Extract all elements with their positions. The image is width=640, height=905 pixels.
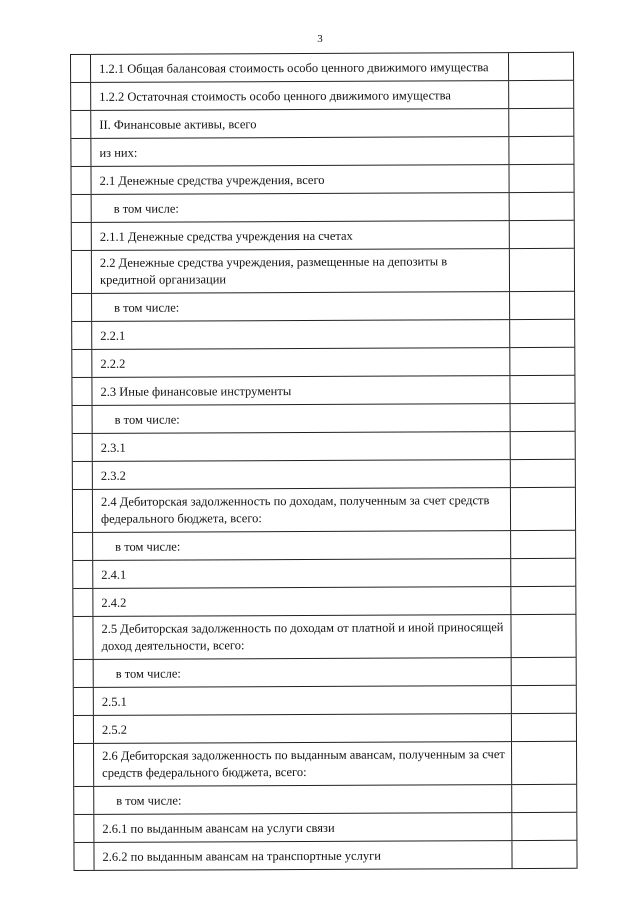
- row-value-cell: [512, 742, 576, 784]
- row-label-cell: из них:: [91, 137, 509, 166]
- row-label-cell: 2.2.2: [92, 348, 510, 377]
- row-value-cell: [512, 785, 576, 812]
- row-label-cell: 2.6.1 по выданным авансам на услуги связи: [94, 813, 512, 842]
- row-number-cell: [72, 223, 92, 250]
- row-number-cell: [74, 787, 94, 814]
- row-label-cell: II. Финансовые активы, всего: [91, 109, 509, 138]
- row-label-cell: 2.2.1: [92, 320, 510, 349]
- row-number-cell: [71, 55, 91, 82]
- row-value-cell: [511, 615, 575, 657]
- row-value-cell: [511, 404, 575, 431]
- row-label-cell: 2.1.1 Денежные средства учреждения на счетах: [92, 221, 510, 250]
- table-row: [73, 460, 575, 490]
- row-label-cell: 2.4 Дебиторская задолженность по доходам, полученным за счет средств федерального бюджета, всего:: [93, 488, 511, 532]
- row-label-cell: 2.5 Дебиторская задолженность по доходам от платной и иной приносящей доход деятельности, всего:: [93, 615, 511, 659]
- table-row: [72, 376, 574, 406]
- row-value-cell: [511, 488, 575, 530]
- row-number-cell: [73, 561, 93, 588]
- table-row: [73, 615, 575, 660]
- row-value-cell: [511, 432, 575, 459]
- row-value-cell: [510, 249, 574, 291]
- row-label-cell: 2.4.1: [93, 559, 511, 588]
- row-number-cell: [74, 688, 94, 715]
- row-number-cell: [74, 660, 94, 687]
- table-row: [74, 686, 576, 716]
- row-label-cell: 1.2.1 Общая балансовая стоимость особо ценного движимого имущества: [91, 53, 509, 82]
- table-row: [73, 559, 575, 589]
- row-label-cell: в том числе:: [92, 292, 510, 321]
- row-value-cell: [512, 813, 576, 840]
- table-row: [73, 404, 575, 434]
- row-number-cell: [73, 617, 93, 659]
- row-number-cell: [72, 195, 92, 222]
- row-label-cell: в том числе:: [94, 785, 512, 814]
- row-label-cell: в том числе:: [92, 193, 510, 222]
- row-number-cell: [71, 111, 91, 138]
- table-row: [71, 137, 573, 167]
- row-value-cell: [511, 531, 575, 558]
- table-row: [71, 165, 573, 195]
- row-value-cell: [510, 221, 574, 248]
- row-number-cell: [71, 167, 91, 194]
- row-number-cell: [73, 434, 93, 461]
- row-label-cell: 2.2 Денежные средства учреждения, размещенные на депозиты в кредитной организации: [92, 249, 510, 293]
- table-row: [71, 109, 573, 139]
- table-row: [72, 292, 574, 322]
- table-row: [72, 320, 574, 350]
- row-label-cell: 2.6.2 по выданным авансам на транспортные услуги: [94, 841, 512, 870]
- row-value-cell: [511, 559, 575, 586]
- table-row: [72, 221, 574, 251]
- row-number-cell: [72, 322, 92, 349]
- page-number: 3: [317, 33, 323, 45]
- row-number-cell: [71, 83, 91, 110]
- table-row: [72, 249, 574, 294]
- row-label-cell: 2.6 Дебиторская задолженность по выданным авансам, полученным за счет средств федерального бюджета, всего:: [94, 742, 512, 786]
- row-number-cell: [73, 406, 93, 433]
- row-label-cell: 2.1 Денежные средства учреждения, всего: [91, 165, 509, 194]
- table-row: [73, 531, 575, 561]
- financial-assets-table: [70, 52, 578, 871]
- row-value-cell: [512, 686, 576, 713]
- table-row: [73, 587, 575, 617]
- row-value-cell: [509, 137, 573, 164]
- row-number-cell: [72, 350, 92, 377]
- row-value-cell: [509, 165, 573, 192]
- table-row: [72, 193, 574, 223]
- row-number-cell: [74, 815, 94, 842]
- row-number-cell: [71, 139, 91, 166]
- table-row: [74, 714, 576, 744]
- row-number-cell: [74, 744, 94, 786]
- row-number-cell: [72, 251, 92, 293]
- row-value-cell: [512, 714, 576, 741]
- row-label-cell: 2.3.1: [93, 432, 511, 461]
- row-number-cell: [73, 533, 93, 560]
- row-number-cell: [72, 378, 92, 405]
- row-number-cell: [73, 490, 93, 532]
- row-label-cell: в том числе:: [93, 404, 511, 433]
- row-value-cell: [510, 320, 574, 347]
- row-label-cell: в том числе:: [93, 531, 511, 560]
- table-row: [74, 813, 576, 843]
- row-label-cell: 2.3 Иные финансовые инструменты: [92, 376, 510, 405]
- row-number-cell: [74, 843, 94, 870]
- row-value-cell: [509, 109, 573, 136]
- table-row: [74, 785, 576, 815]
- table-row: [74, 658, 576, 688]
- table-row: [73, 432, 575, 462]
- row-label-cell: 2.5.1: [94, 686, 512, 715]
- table-row: [71, 81, 573, 111]
- row-value-cell: [509, 81, 573, 108]
- row-label-cell: 2.3.2: [93, 460, 511, 489]
- row-number-cell: [73, 462, 93, 489]
- row-value-cell: [510, 193, 574, 220]
- table-row: [74, 742, 576, 787]
- row-value-cell: [510, 292, 574, 319]
- row-label-cell: 2.4.2: [93, 587, 511, 616]
- row-label-cell: 2.5.2: [94, 714, 512, 743]
- row-value-cell: [509, 53, 573, 80]
- row-value-cell: [512, 841, 576, 868]
- row-number-cell: [73, 589, 93, 616]
- row-number-cell: [74, 716, 94, 743]
- row-value-cell: [511, 587, 575, 614]
- row-value-cell: [511, 460, 575, 487]
- row-number-cell: [72, 294, 92, 321]
- row-label-cell: 1.2.2 Остаточная стоимость особо ценного движимого имущества: [91, 81, 509, 110]
- table-row: [72, 348, 574, 378]
- row-label-cell: в том числе:: [94, 658, 512, 687]
- table-row: [74, 841, 576, 871]
- table-row: [71, 53, 573, 83]
- row-value-cell: [510, 376, 574, 403]
- row-value-cell: [510, 348, 574, 375]
- table-row: [73, 488, 575, 533]
- row-value-cell: [512, 658, 576, 685]
